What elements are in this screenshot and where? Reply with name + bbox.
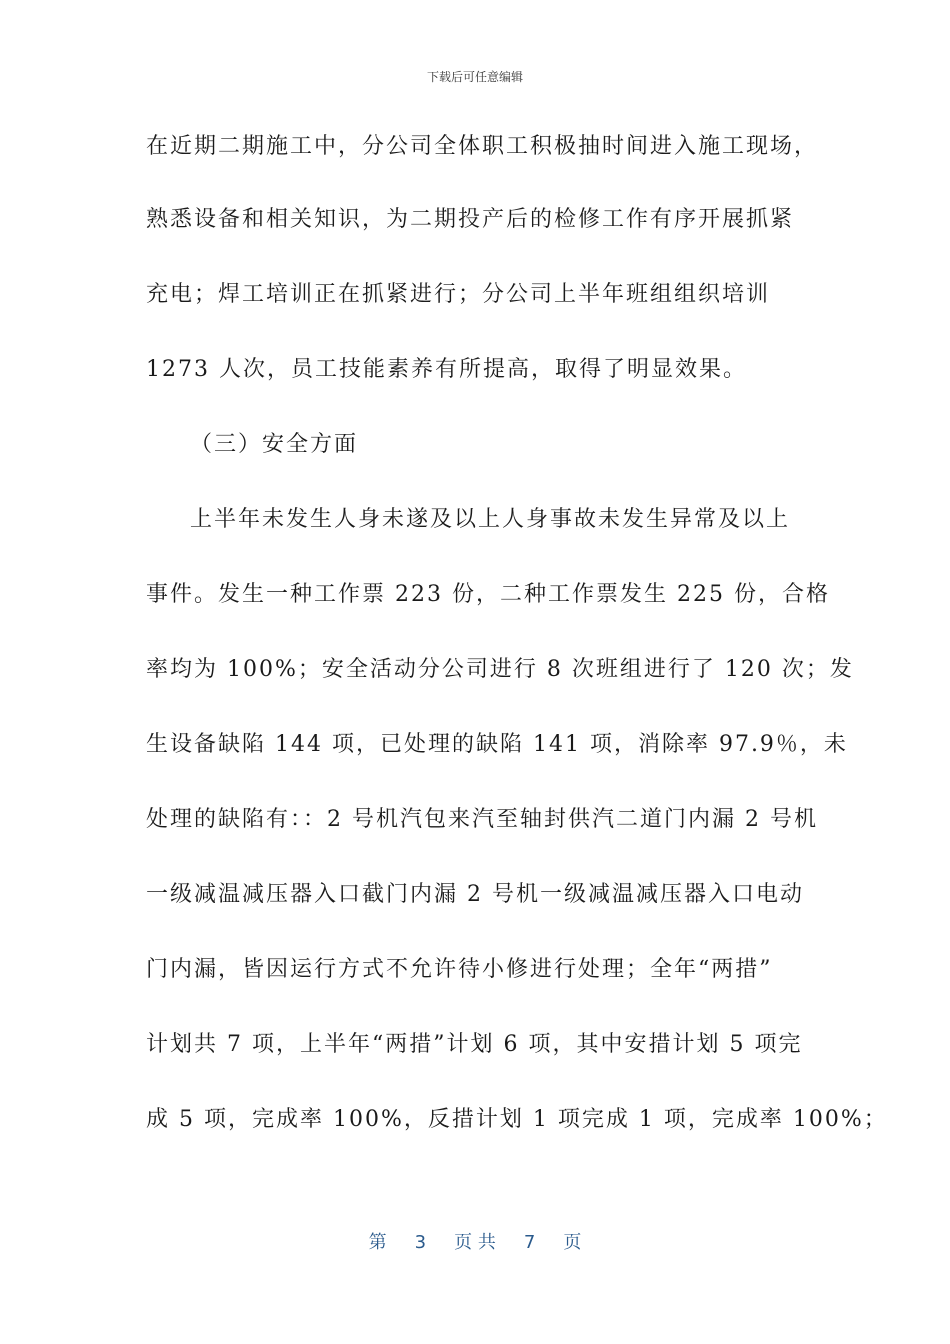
page-number-footer <box>0 1228 950 1254</box>
text-line: 处理的缺陷有：：2 号机汽包来汽至轴封供汽二道门内漏 2 号机 <box>146 807 818 832</box>
text-line: 1273 人次，员工技能素养有所提高，取得了明显效果。 <box>146 357 747 382</box>
text-line: 成 5 项，完成率 100%，反措计划 1 项完成 1 项，完成率 100%； <box>146 1107 888 1132</box>
text-line: 生设备缺陷 144 项，已处理的缺陷 141 项，消除率 97.9％，未 <box>146 732 848 757</box>
text-line: 熟悉设备和相关知识，为二期投产后的检修工作有序开展抓紧 <box>146 207 795 232</box>
text-line: 在近期二期施工中，分公司全体职工积极抽时间进入施工现场， <box>146 134 819 159</box>
footer-ye-gong: 页 共 <box>454 1232 496 1253</box>
footer-di: 第 <box>368 1232 387 1253</box>
footer-current-page: 3 <box>414 1232 427 1253</box>
text-line: 上半年未发生人身未遂及以上人身事故未发生异常及以上 <box>190 507 791 532</box>
section-heading: （三）安全方面 <box>190 432 359 457</box>
footer-total-pages: 7 <box>523 1232 536 1253</box>
header-note: 下载后可任意编辑 <box>426 70 523 84</box>
text-line: 率均为 100%；安全活动分公司进行 8 次班组进行了 120 次；发 <box>146 657 854 682</box>
text-line: 计划共 7 项，上半年“两措”计划 6 项，其中安措计划 5 项完 <box>146 1032 803 1057</box>
footer-ye: 页 <box>563 1232 582 1253</box>
text-line: 门内漏，皆因运行方式不允许待小修进行处理；全年“两措” <box>146 957 773 982</box>
text-line: 充电；焊工培训正在抓紧进行；分公司上半年班组组织培训 <box>146 282 771 307</box>
text-line: 事件。发生一种工作票 223 份，二种工作票发生 225 份，合格 <box>146 582 830 607</box>
text-line: 一级减温减压器入口截门内漏 2 号机一级减温减压器入口电动 <box>146 882 804 907</box>
